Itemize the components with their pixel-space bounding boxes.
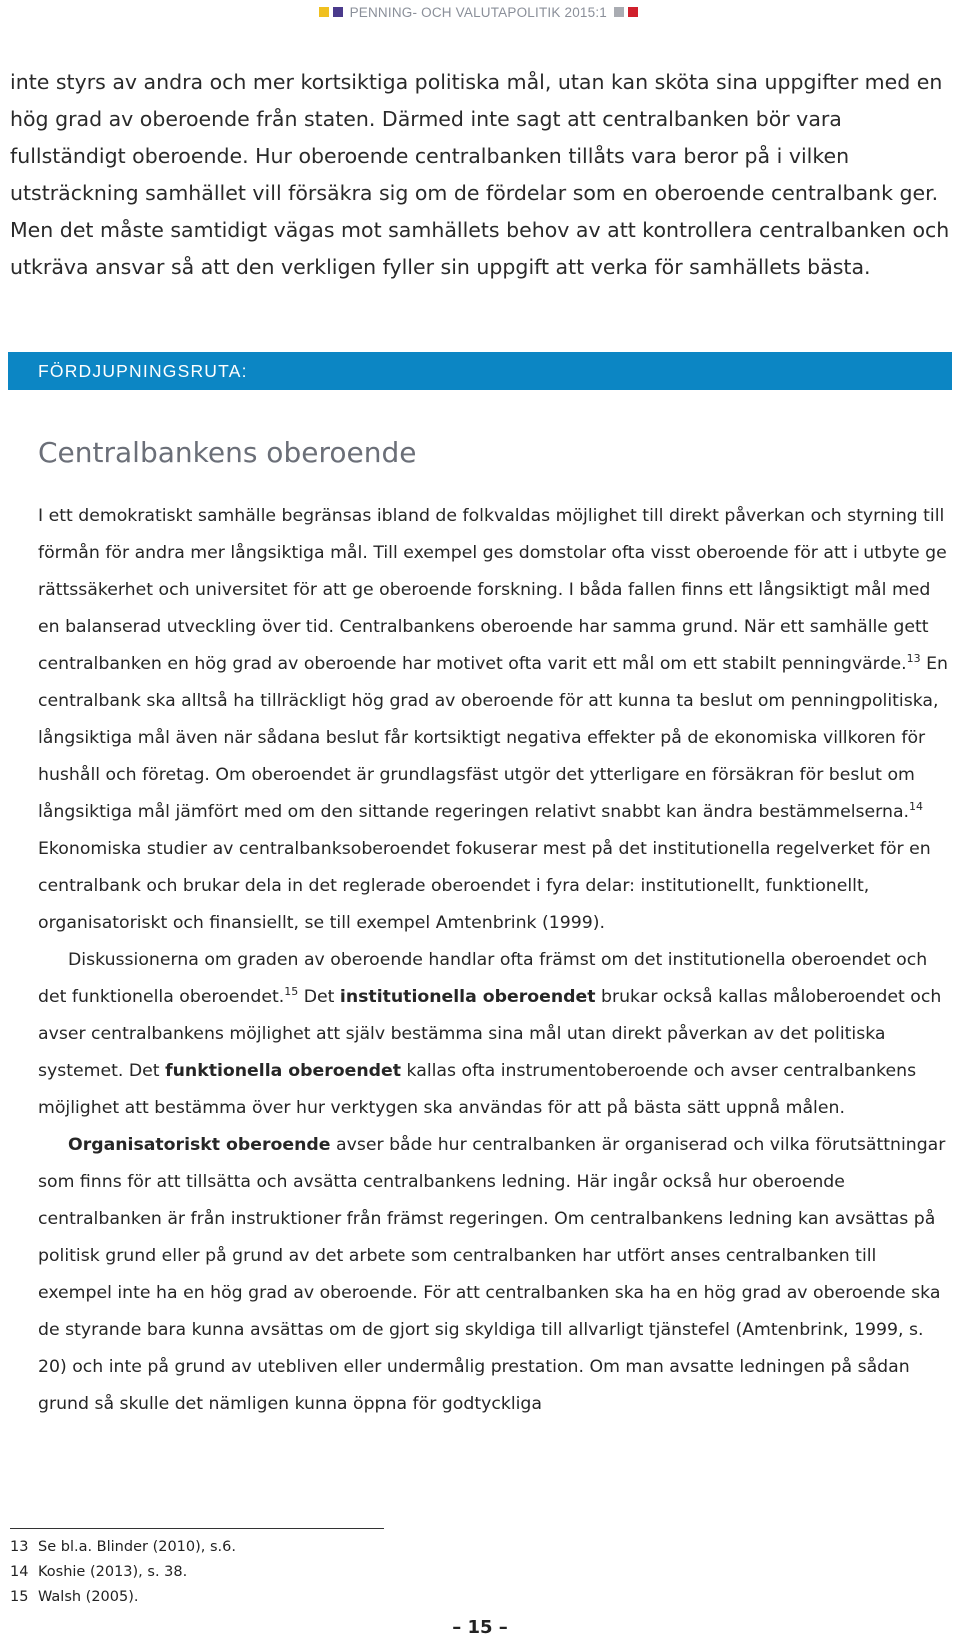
footnote-ref-15[interactable]: 15: [284, 985, 299, 998]
footnotes: [10, 1535, 610, 1610]
fact-box-banner: [8, 352, 952, 390]
fact-box-label: FÖRDJUPNINGSRUTA:: [38, 361, 248, 381]
running-header: [319, 2, 638, 22]
page-number: – 15 –: [452, 1617, 508, 1638]
footnote-ref-13[interactable]: 13: [906, 652, 921, 665]
box-paragraph-1: I ett demokratiskt samhälle begränsas ibland de folkvaldas möjlighet till direkt påverkan och styrning till förmån för andra mer långsiktiga mål. Till exempel ges domstolar ofta visst oberoende för att i utbyte ge rättssäkerhet och universitet för att ge oberoende forskning. I båda fallen finns ett långsiktigt mål med en balanserad utveckling över tid. Centralbankens oberoende har samma grund. När ett samhälle gett centralbanken en hög grad av oberoende har motivet ofta varit ett mål om ett stabilt penningvärde.$^{13}$ En centralbank ska alltså ha tillräckligt hög grad av oberoende för att kunna ta beslut om penningpolitiska, långsiktiga mål även när sådana beslut får kortsiktigt negativa effekter på de ekonomiska villkoren för hushåll och företag. Om oberoendet är grundlagsfäst utgör det ytterligare en försäkran för beslut om långsiktiga mål jämfört med om den sittande regeringen relativt snabbt kan ändra bestämmelserna.$^{14}$ Ekonomiska studier av centralbanksoberoendet fokuserar mest på det institutionella regelverket för en centralbank och brukar dela in det reglerade oberoendet i fyra delar: institutionellt, funktionellt, organisatoriskt och finansiellt, se till exempel Amtenbrink (1999).: [38, 506, 948, 933]
footnote-divider: [10, 1528, 384, 1529]
term-organisatoriskt: Organisatoriskt oberoende: [68, 1135, 331, 1155]
yellow-square-icon: [319, 7, 329, 17]
purple-square-icon: [333, 7, 343, 17]
red-square-icon: [628, 7, 638, 17]
footnote-15: 15 Walsh (2005).: [10, 1589, 139, 1605]
box-paragraph-3: Organisatoriskt oberoende avser både hur centralbanken är organiserad och vilka förutsättningar som finns för att tillsätta och avsätta centralbankens ledning. Här ingår också hur oberoende centralbanken är från instruktioner från främst regeringen. Om centralbankens ledning kan avsättas på politisk grund eller på grund av det arbete som centralbanken har utfört anses centralbanken till exempel inte ha en hög grad av oberoende. För att centralbanken ska ha en hög grad av oberoende ska de styrande bara kunna avsättas om de gjort sig skyldiga till allvarligt tjänstefel (Amtenbrink, 1999, s. 20) och inte på grund av utebliven eller undermålig prestation. Om man avsatte ledningen på sådan grund så skulle det nämligen kunna öppna för godtyckliga: [38, 1135, 946, 1414]
gray-square-icon: [614, 7, 624, 17]
term-institutionella: institutionella oberoendet: [339, 987, 596, 1007]
box-paragraph-2: Diskussionerna om graden av oberoende handlar ofta främst om det institutionella oberoendet och det funktionella oberoendet.$^{15}$ Det institutionella oberoendet brukar också kallas måloberoendet och avser centralbankens möjlighet att själv bestämma sina mål utan direkt påverkan av det politiska systemet. Det funktionella oberoendet kallas ofta instrumentoberoende och avser centralbankens möjlighet att bestämma över hur verktygen ska användas för att på bästa sätt uppnå målen.: [38, 950, 942, 1118]
footnote-13: 13 Se bl.a. Blinder (2010), s.6.: [10, 1539, 237, 1555]
intro-text: [10, 64, 950, 286]
journal-title: PENNING- OCH VALUTAPOLITIK 2015:1: [349, 4, 607, 20]
footnote-ref-14[interactable]: 14: [909, 800, 924, 813]
fact-box-body: [38, 498, 950, 1423]
fact-box-title: Centralbankens oberoende: [38, 436, 417, 469]
term-funktionella: funktionella oberoendet: [165, 1061, 402, 1081]
intro-paragraph: inte styrs av andra och mer kortsiktiga politiska mål, utan kan sköta sina uppgifter med en hög grad av oberoende från staten. Därmed inte sagt att centralbanken bör vara fullständigt oberoende. Hur oberoende centralbanken tillåts vara beror på i vilken utsträckning samhället vill försäkra sig om de fördelar som en oberoende centralbank ger. Men det måste samtidigt vägas mot samhällets behov av att kontrollera centralbanken och utkräva ansvar så att den verkligen fyller sin uppgift att verka för samhällets bästa.: [10, 70, 950, 279]
footnote-14: 14 Koshie (2013), s. 38.: [10, 1564, 188, 1580]
